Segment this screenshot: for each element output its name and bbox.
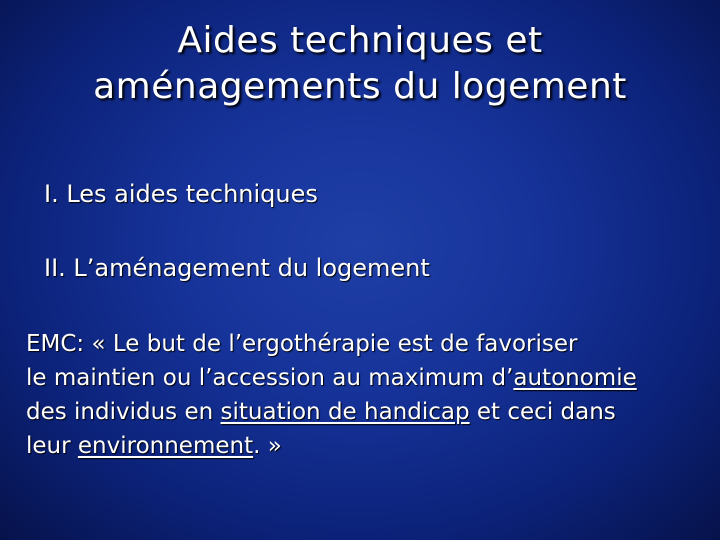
slide-title bbox=[20, 18, 700, 110]
quote-text: des individus en bbox=[26, 399, 221, 425]
outline-item-amenagement-logement: II. L’aménagement du logement bbox=[44, 254, 430, 282]
quote-term-autonomie: autonomie bbox=[513, 365, 637, 391]
title-line-1: Aides techniques et bbox=[177, 20, 543, 61]
quote-text: leur bbox=[26, 433, 78, 459]
quote-line-4 bbox=[26, 429, 696, 463]
outline-item-aides-techniques: I. Les aides techniques bbox=[44, 180, 318, 208]
quote-text: . » bbox=[253, 433, 282, 459]
quote-text: et ceci dans bbox=[469, 399, 616, 425]
title-line-2: aménagements du logement bbox=[93, 66, 627, 107]
quote-line-3 bbox=[26, 395, 696, 429]
emc-quote bbox=[26, 327, 696, 463]
quote-text: le maintien ou l’accession au maximum d’ bbox=[26, 365, 514, 391]
quote-line-2 bbox=[26, 361, 696, 395]
quote-term-environnement: environnement bbox=[77, 433, 254, 459]
quote-term-situation-de-handicap: situation de handicap bbox=[220, 399, 470, 425]
quote-line-1: EMC: « Le but de l’ergothérapie est de favoriser bbox=[26, 331, 578, 357]
